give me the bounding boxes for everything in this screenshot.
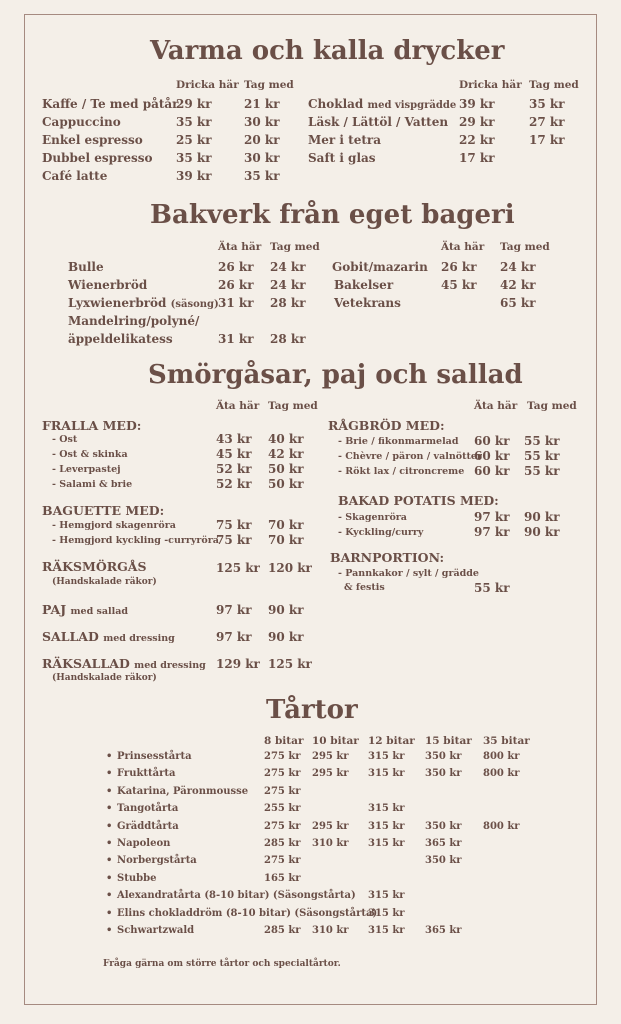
potatis-heading: BAKAD POTATIS MED:: [338, 493, 499, 508]
cake-price: 295 kr: [312, 821, 349, 832]
cake-price: 315 kr: [368, 821, 405, 832]
cake-price: 350 kr: [425, 821, 462, 832]
bakery-price-here: 26 kr: [218, 260, 254, 274]
bakery-item-name: Mandelring/polyné/: [68, 314, 200, 328]
drink-name: Café latte: [42, 169, 108, 183]
bakery-price-take: 42 kr: [500, 278, 536, 292]
potatis-item: - Skagenröra: [338, 512, 407, 523]
potatis-price-take: 90 kr: [524, 525, 560, 539]
cake-price: 800 kr: [483, 768, 520, 779]
drink-price-take: 21 kr: [244, 97, 280, 111]
cake-name: Alexandratårta (8-10 bitar) (Säsongstårta): [117, 890, 356, 901]
drink-name: Enkel espresso: [42, 133, 143, 147]
bakery-item-name: Wienerbröd: [68, 278, 148, 292]
cake-price: 315 kr: [368, 768, 405, 779]
ragbrod-item: - Brie / fikonmarmelad: [338, 436, 459, 447]
baguette-price-here: 75 kr: [216, 518, 252, 532]
fralla-price-take: 42 kr: [268, 447, 304, 461]
fralla-price-take: 50 kr: [268, 462, 304, 476]
cake-name: Napoleon: [117, 838, 171, 849]
raksallad-price-take: 125 kr: [268, 657, 312, 671]
cake-price: 315 kr: [368, 890, 405, 901]
ragbrod-price-here: 60 kr: [474, 464, 510, 478]
ragbrod-price-take: 55 kr: [524, 464, 560, 478]
fralla-price-here: 52 kr: [216, 477, 252, 491]
bullet-icon: •: [106, 855, 113, 866]
drink-price-take: 17 kr: [529, 133, 565, 147]
bullet-icon: •: [106, 821, 113, 832]
ragbrod-item: - Rökt lax / citroncreme: [338, 466, 465, 477]
cake-price: 315 kr: [368, 751, 405, 762]
potatis-price-here: 97 kr: [474, 510, 510, 524]
drink-price-here: 17 kr: [459, 151, 495, 165]
cake-price: 315 kr: [368, 925, 405, 936]
drink-price-here: 35 kr: [176, 115, 212, 129]
cake-price: 295 kr: [312, 768, 349, 779]
paj-price-here: 97 kr: [216, 603, 252, 617]
drink-price-here: 29 kr: [176, 97, 212, 111]
cakes-title: Tårtor: [266, 695, 358, 725]
bakery-col-take-2: Tag med: [500, 241, 550, 253]
paj-price-take: 90 kr: [268, 603, 304, 617]
sallad-price-take: 90 kr: [268, 630, 304, 644]
potatis-price-take: 90 kr: [524, 510, 560, 524]
drinks-col-take: Tag med: [244, 79, 294, 91]
drink-price-take: 35 kr: [244, 169, 280, 183]
bakery-item-name: Bulle: [68, 260, 104, 274]
cake-col-10: 10 bitar: [312, 735, 359, 747]
cake-col-35: 35 bitar: [483, 735, 530, 747]
bakery-price-here: 26 kr: [218, 278, 254, 292]
raksallad-note: (Handskalade räkor): [52, 673, 157, 683]
drink-name: Läsk / Lättöl / Vatten: [308, 115, 449, 129]
bakery-price-take: 28 kr: [270, 296, 306, 310]
bullet-icon: •: [106, 908, 113, 919]
bullet-icon: •: [106, 873, 113, 884]
bullet-icon: •: [106, 838, 113, 849]
bullet-icon: •: [106, 803, 113, 814]
bullet-icon: •: [106, 768, 113, 779]
bakery-price-here: 45 kr: [441, 278, 477, 292]
cake-price: 285 kr: [264, 838, 301, 849]
bullet-icon: •: [106, 925, 113, 936]
drink-name: Kaffe / Te med påtår: [42, 97, 179, 111]
bullet-icon: •: [106, 890, 113, 901]
ragbrod-item: - Chèvre / päron / valnötter: [338, 451, 482, 462]
baguette-heading: BAGUETTE MED:: [42, 503, 165, 518]
cake-price: 365 kr: [425, 925, 462, 936]
sandwich-col-here-2: Äta här: [474, 400, 518, 412]
drink-name: Dubbel espresso: [42, 151, 153, 165]
cake-price: 310 kr: [312, 925, 349, 936]
sandwich-col-take: Tag med: [268, 400, 318, 412]
sandwich-col-here: Äta här: [216, 400, 260, 412]
cake-price: 800 kr: [483, 821, 520, 832]
cake-name: Tangotårta: [117, 803, 179, 814]
cake-col-15: 15 bitar: [425, 735, 472, 747]
cake-price: 275 kr: [264, 821, 301, 832]
fralla-item: - Leverpastej: [52, 464, 121, 475]
cake-price: 315 kr: [368, 838, 405, 849]
cake-price: 800 kr: [483, 751, 520, 762]
bakery-item-name: Bakelser: [334, 278, 394, 292]
sandwiches-title: Smörgåsar, paj och sallad: [148, 360, 523, 390]
drink-name: Choklad med vispgrädde: [308, 97, 457, 111]
drinks-col-here: Dricka här: [176, 79, 239, 91]
cake-name: Gräddtårta: [117, 821, 179, 832]
bakery-item-name: Lyxwienerbröd (säsong): [68, 296, 219, 310]
cake-price: 285 kr: [264, 925, 301, 936]
cake-price: 275 kr: [264, 855, 301, 866]
raksallad-heading: RÄKSALLAD med dressing: [42, 656, 206, 671]
bakery-price-take: 65 kr: [500, 296, 536, 310]
barn-price: 55 kr: [474, 581, 510, 595]
baguette-price-take: 70 kr: [268, 518, 304, 532]
cake-col-8: 8 bitar: [264, 735, 304, 747]
fralla-price-take: 50 kr: [268, 477, 304, 491]
cake-name: Katarina, Päronmousse: [117, 786, 249, 797]
cake-price: 315 kr: [368, 803, 405, 814]
drink-price-here: 35 kr: [176, 151, 212, 165]
ragbrod-heading: RÅGBRÖD MED:: [328, 418, 445, 433]
baguette-price-here: 75 kr: [216, 533, 252, 547]
drink-price-take: 30 kr: [244, 151, 280, 165]
cake-price: 165 kr: [264, 873, 301, 884]
cake-price: 295 kr: [312, 751, 349, 762]
bakery-col-take: Tag med: [270, 241, 320, 253]
ragbrod-price-here: 60 kr: [474, 434, 510, 448]
baguette-item: - Hemgjord kyckling -curryröra: [52, 535, 219, 546]
drink-price-here: 29 kr: [459, 115, 495, 129]
drink-price-take: 27 kr: [529, 115, 565, 129]
fralla-price-take: 40 kr: [268, 432, 304, 446]
potatis-price-here: 97 kr: [474, 525, 510, 539]
drink-price-here: 25 kr: [176, 133, 212, 147]
bakery-price-take: 28 kr: [270, 332, 306, 346]
cake-price: 310 kr: [312, 838, 349, 849]
sallad-heading: SALLAD med dressing: [42, 629, 175, 644]
ragbrod-price-here: 60 kr: [474, 449, 510, 463]
bakery-price-take: 24 kr: [270, 278, 306, 292]
cake-price: 365 kr: [425, 838, 462, 849]
fralla-price-here: 45 kr: [216, 447, 252, 461]
fralla-price-here: 43 kr: [216, 432, 252, 446]
cake-price: 275 kr: [264, 786, 301, 797]
bakery-col-here-2: Äta här: [441, 241, 485, 253]
cake-name: Frukttårta: [117, 768, 176, 779]
cakes-footer: Fråga gärna om större tårtor och specialtårtor.: [103, 959, 341, 969]
baguette-item: - Hemgjord skagenröra: [52, 520, 176, 531]
bakery-item-name: Vetekrans: [334, 296, 401, 310]
drink-name: Cappuccino: [42, 115, 121, 129]
drink-price-take: 30 kr: [244, 115, 280, 129]
raksmorgas-note: (Handskalade räkor): [52, 577, 157, 587]
raksmorgas-price-here: 125 kr: [216, 561, 260, 575]
raksallad-price-here: 129 kr: [216, 657, 260, 671]
drinks-col-here-2: Dricka här: [459, 79, 522, 91]
cake-price: 350 kr: [425, 855, 462, 866]
bakery-price-take: 24 kr: [270, 260, 306, 274]
drink-price-take: 20 kr: [244, 133, 280, 147]
barn-item: - Pannkakor / sylt / grädde: [338, 568, 479, 579]
paj-heading: PAJ med sallad: [42, 602, 129, 617]
fralla-heading: FRALLA MED:: [42, 418, 142, 433]
drinks-col-take-2: Tag med: [529, 79, 579, 91]
drink-price-here: 39 kr: [176, 169, 212, 183]
baguette-price-take: 70 kr: [268, 533, 304, 547]
cake-name: Norbergstårta: [117, 855, 197, 866]
drink-name: Saft i glas: [308, 151, 376, 165]
cake-name: Elins chokladdröm (8-10 bitar) (Säsongstårta): [117, 908, 378, 919]
bakery-col-here: Äta här: [218, 241, 262, 253]
fralla-item: - Ost & skinka: [52, 449, 128, 460]
ragbrod-price-take: 55 kr: [524, 449, 560, 463]
raksmorgas-price-take: 120 kr: [268, 561, 312, 575]
cake-name: Stubbe: [117, 873, 157, 884]
cake-price: 315 kr: [368, 908, 405, 919]
fralla-price-here: 52 kr: [216, 462, 252, 476]
bakery-title: Bakverk från eget bageri: [150, 200, 515, 230]
cake-price: 275 kr: [264, 751, 301, 762]
raksmorgas-heading: RÄKSMÖRGÅS: [42, 559, 147, 574]
cake-price: 350 kr: [425, 751, 462, 762]
drink-price-take: 35 kr: [529, 97, 565, 111]
bullet-icon: •: [106, 786, 113, 797]
cake-name: Schwartzwald: [117, 925, 195, 936]
cake-price: 350 kr: [425, 768, 462, 779]
fralla-item: - Ost: [52, 434, 78, 445]
bakery-item-name: äppeldelikatess: [68, 332, 173, 346]
fralla-item: - Salami & brie: [52, 479, 133, 490]
bakery-price-here: 26 kr: [441, 260, 477, 274]
bullet-icon: •: [106, 751, 113, 762]
ragbrod-price-take: 55 kr: [524, 434, 560, 448]
bakery-price-take: 24 kr: [500, 260, 536, 274]
sandwich-col-take-2: Tag med: [527, 400, 577, 412]
drinks-title: Varma och kalla drycker: [150, 36, 505, 66]
cake-col-12: 12 bitar: [368, 735, 415, 747]
barn-item-line2: & festis: [344, 582, 385, 593]
drink-price-here: 39 kr: [459, 97, 495, 111]
sallad-price-here: 97 kr: [216, 630, 252, 644]
cake-price: 275 kr: [264, 768, 301, 779]
cake-price: 255 kr: [264, 803, 301, 814]
drink-price-here: 22 kr: [459, 133, 495, 147]
cake-name: Prinsesstårta: [117, 751, 192, 762]
bakery-item-name: Gobit/mazarin: [332, 260, 428, 274]
bakery-price-here: 31 kr: [218, 296, 254, 310]
drink-name: Mer i tetra: [308, 133, 381, 147]
barn-heading: BARNPORTION:: [330, 550, 445, 565]
bakery-price-here: 31 kr: [218, 332, 254, 346]
potatis-item: - Kyckling/curry: [338, 527, 424, 538]
